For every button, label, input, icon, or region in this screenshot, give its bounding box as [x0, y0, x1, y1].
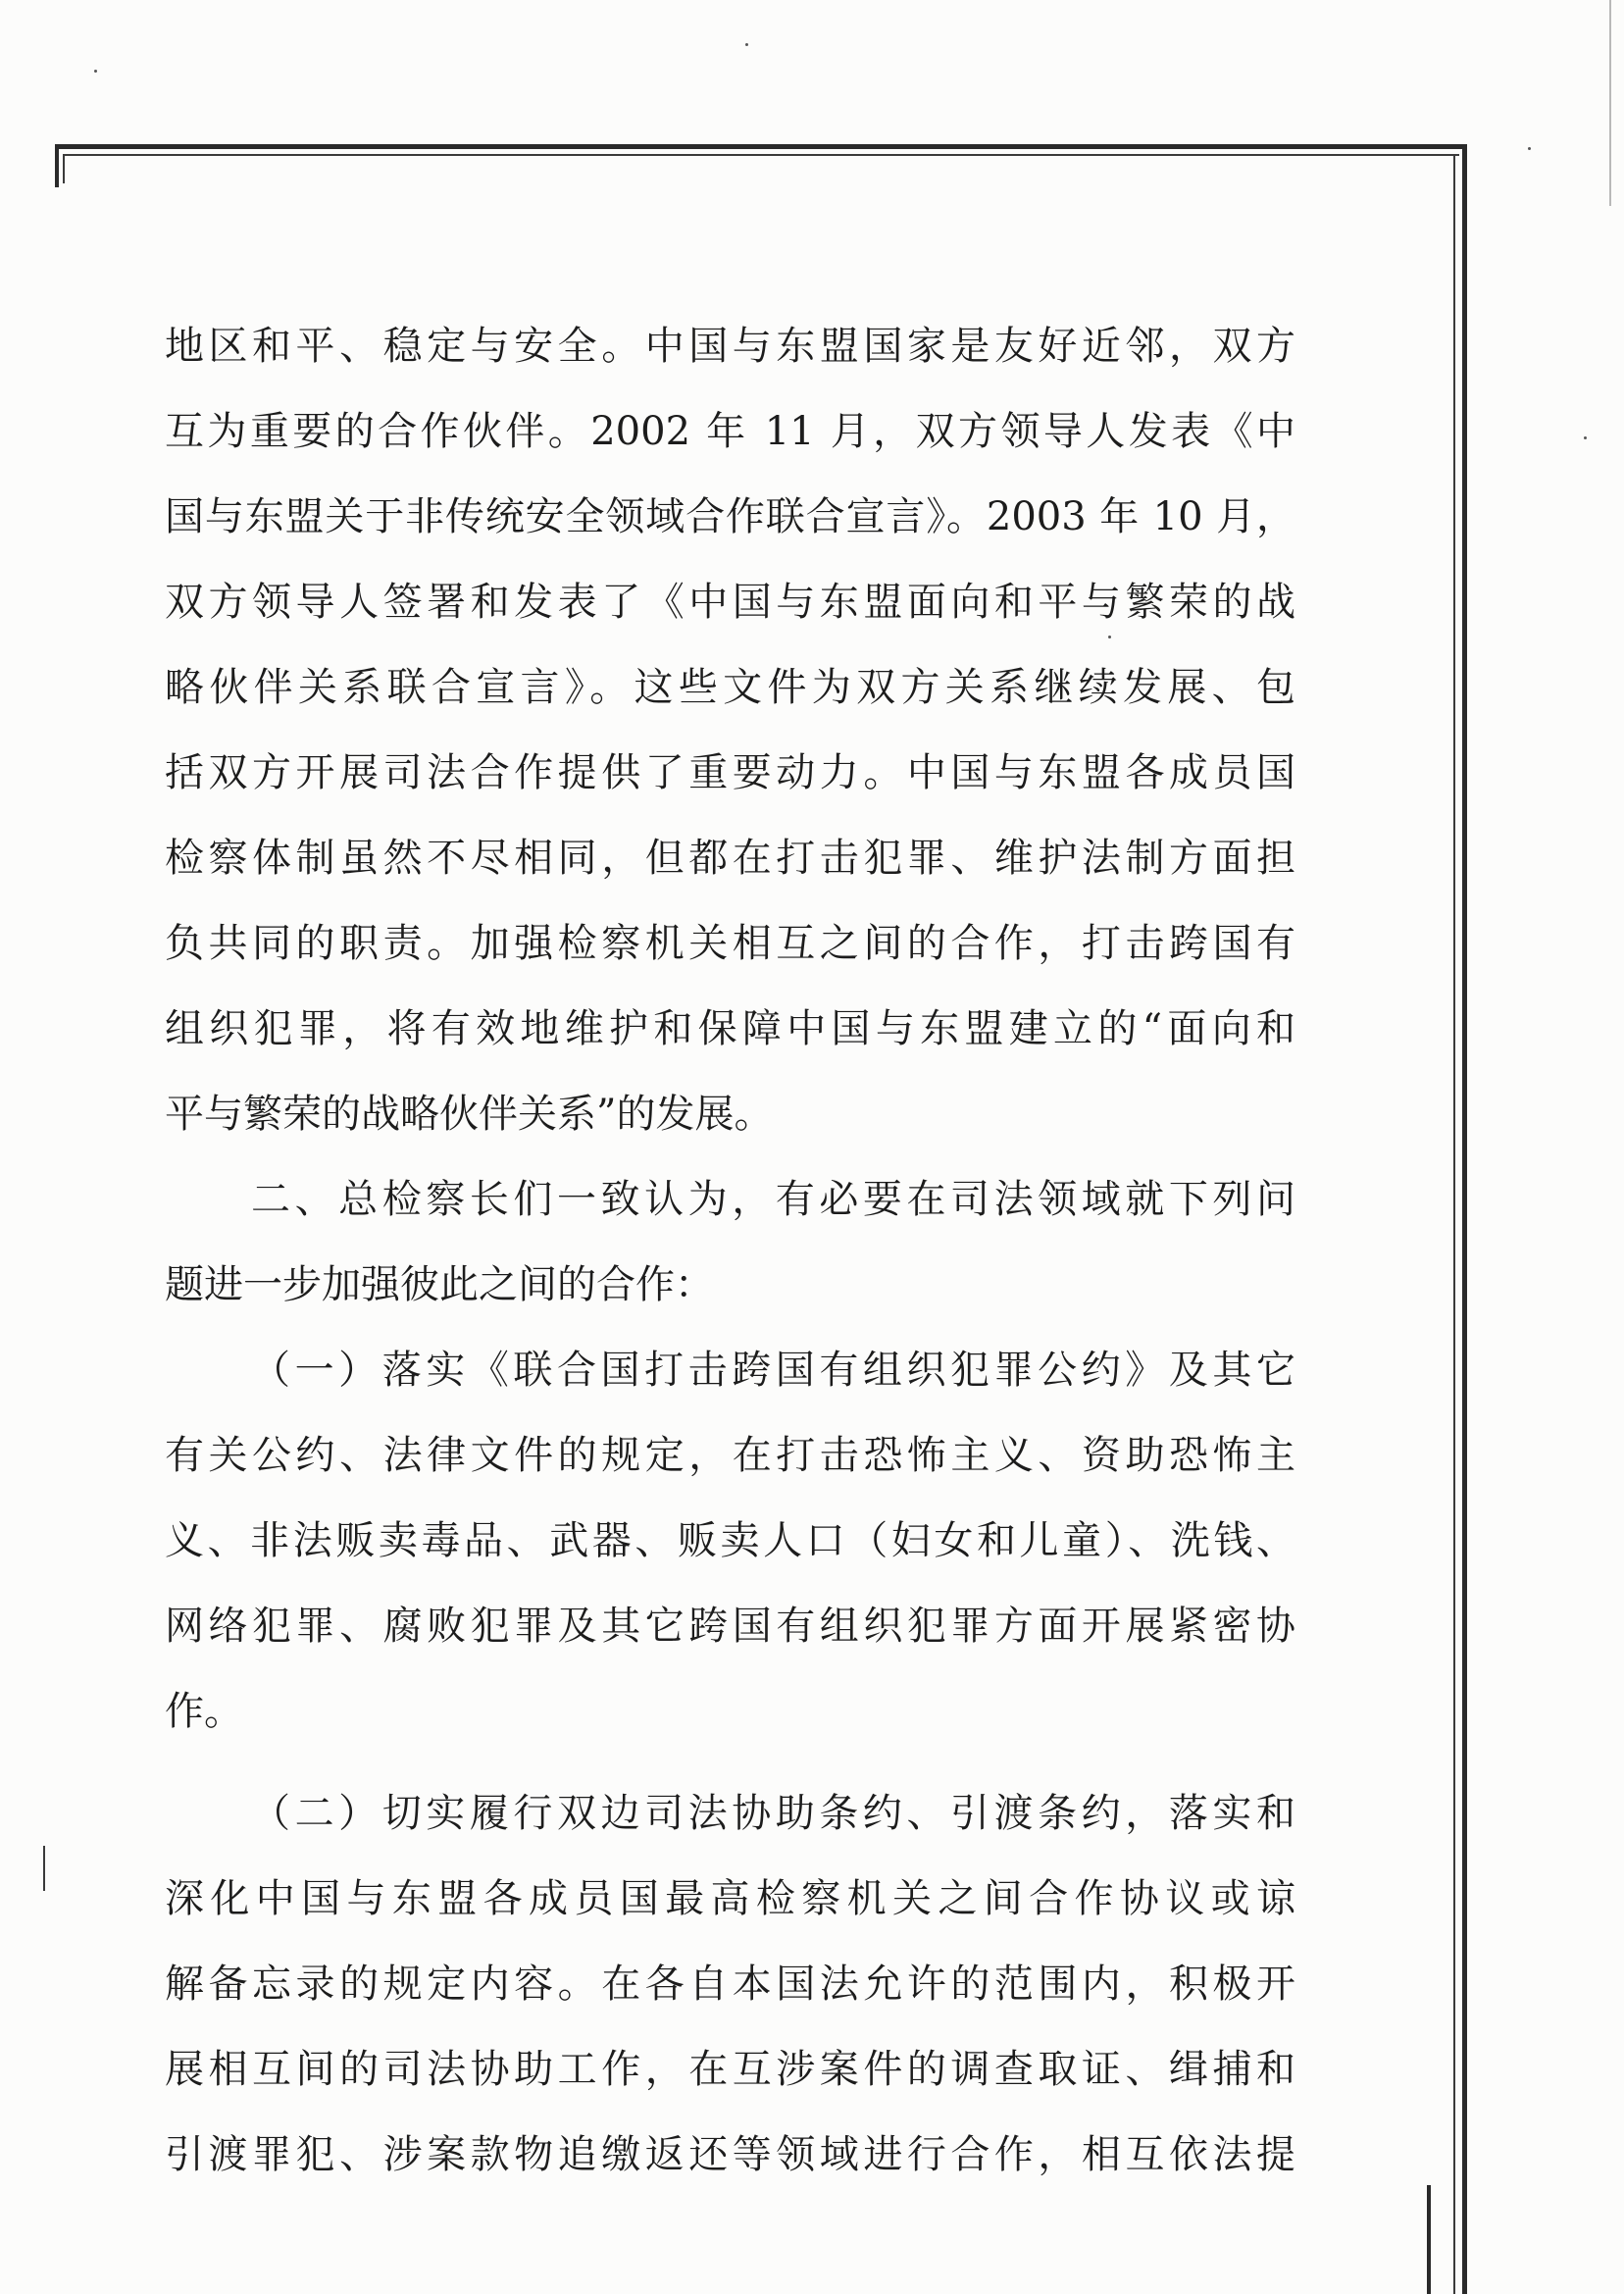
- text-line: 双方领导人签署和发表了《中国与东盟面向和平与繁荣的战: [165, 580, 1295, 625]
- text-line: 互为重要的合作伙伴。2002 年 11 月，双方领导人发表《中: [165, 409, 1295, 454]
- frame-border-left: [55, 144, 59, 187]
- scan-speck: [745, 43, 748, 46]
- text-line: 二、总检察长们一致认为，有必要在司法领域就下列问: [251, 1177, 1295, 1222]
- text-line: 深化中国与东盟各成员国最高检察机关之间合作协议或谅: [165, 1876, 1295, 1921]
- scan-speck: [1584, 436, 1587, 439]
- text-line: 地区和平、稳定与安全。中国与东盟国家是友好近邻，双方: [165, 324, 1295, 369]
- text-line: （二）切实履行双边司法协助条约、引渡条约，落实和: [251, 1791, 1295, 1836]
- text-line: 引渡罪犯、涉案款物追缴返还等领域进行合作，相互依法提: [165, 2132, 1295, 2177]
- frame-border-top: [55, 144, 1467, 149]
- document-body: [165, 304, 1295, 2198]
- paragraph-continuation: [165, 304, 1295, 1157]
- text-line: 检察体制虽然不尽相同，但都在打击犯罪、维护法制方面担: [165, 836, 1295, 881]
- frame-border-left-fragment: [43, 1846, 45, 1891]
- scan-speck: [94, 70, 97, 73]
- text-line: 网络犯罪、腐败犯罪及其它跨国有组织犯罪方面开展紧密协: [165, 1604, 1295, 1649]
- text-line: 解备忘录的规定内容。在各自本国法允许的范围内，积极开: [165, 1962, 1295, 2007]
- text-line: 括双方开展司法合作提供了重要动力。中国与东盟各成员国: [165, 750, 1295, 795]
- text-line: 题进一步加强彼此之间的合作：: [165, 1262, 714, 1307]
- paragraph-section-2: [165, 1157, 1295, 1328]
- frame-border-right: [1462, 144, 1467, 2294]
- frame-border-top-inner: [63, 154, 1459, 156]
- frame-border-right-inner: [1453, 154, 1455, 2294]
- text-line: （一）落实《联合国打击跨国有组织犯罪公约》及其它: [251, 1348, 1295, 1393]
- frame-border-bottom-fragment: [1427, 2185, 1431, 2294]
- text-line: 平与繁荣的战略伙伴关系”的发展。: [165, 1092, 774, 1137]
- text-line: 义、非法贩卖毒品、武器、贩卖人口（妇女和儿童）、洗钱、: [165, 1518, 1295, 1563]
- scan-edge-line: [1609, 0, 1611, 206]
- text-line: 国与东盟关于非传统安全领域合作联合宣言》。2003 年 10 月，: [165, 494, 1295, 539]
- paragraph-item-1: [165, 1328, 1295, 1755]
- text-line: 有关公约、法律文件的规定，在打击恐怖主义、资助恐怖主: [165, 1433, 1295, 1478]
- text-line: 略伙伴关系联合宣言》。这些文件为双方关系继续发展、包: [165, 665, 1295, 710]
- paragraph-item-2: [165, 1771, 1295, 2198]
- text-line: 负共同的职责。加强检察机关相互之间的合作，打击跨国有: [165, 921, 1295, 966]
- text-line: 作。: [165, 1689, 243, 1734]
- scan-speck: [1528, 147, 1531, 150]
- text-line: 展相互间的司法协助工作，在互涉案件的调查取证、缉捕和: [165, 2047, 1295, 2092]
- text-line: 组织犯罪，将有效地维护和保障中国与东盟建立的“面向和: [165, 1006, 1295, 1051]
- frame-border-left-inner: [63, 154, 65, 183]
